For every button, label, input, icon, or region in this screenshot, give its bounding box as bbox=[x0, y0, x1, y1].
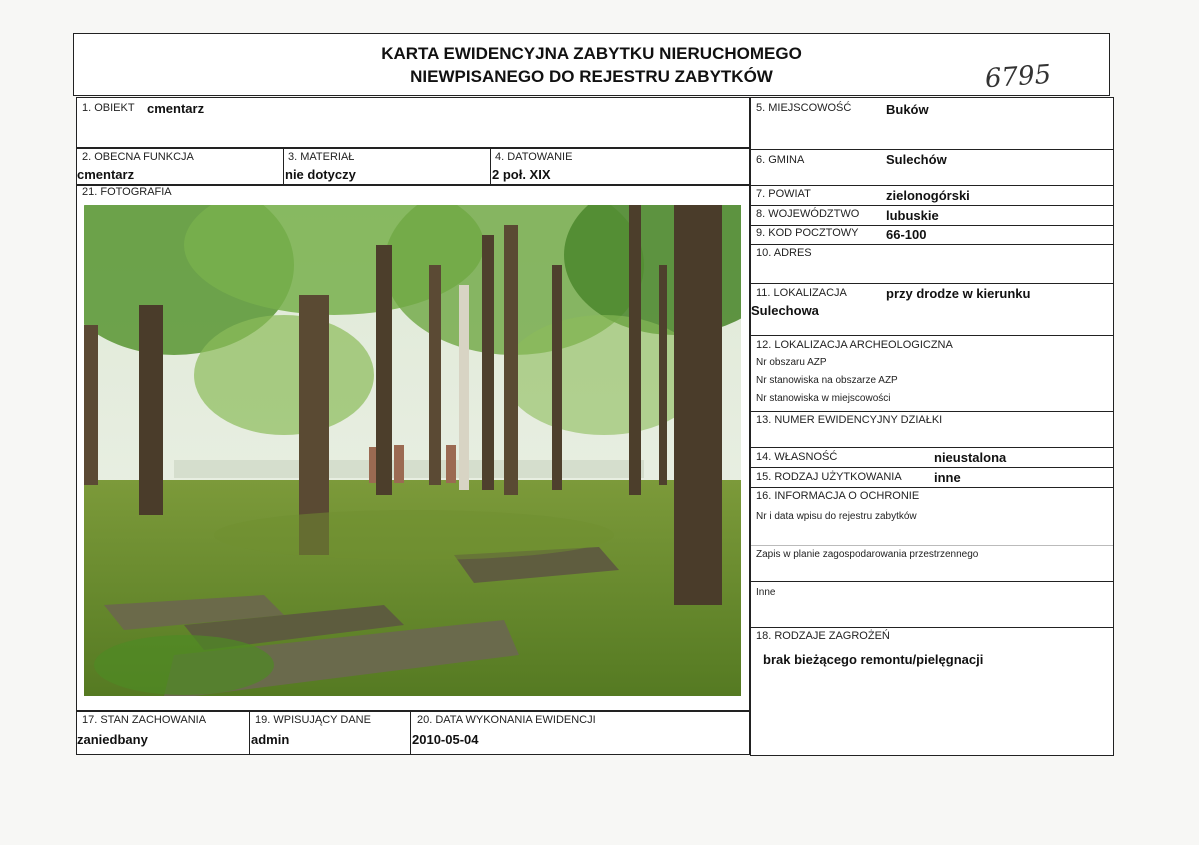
adres-label: 10. ADRES bbox=[756, 247, 812, 259]
row-funkcja-material-datowanie bbox=[76, 148, 750, 185]
ochrona-label: 16. INFORMACJA O OCHRONIE bbox=[756, 490, 920, 502]
material-value: nie dotyczy bbox=[285, 167, 356, 182]
kod-value: 66-100 bbox=[886, 227, 927, 242]
miejscowosc-value: Buków bbox=[886, 102, 929, 117]
powiat-value: zielonogórski bbox=[886, 188, 970, 203]
funkcja-label: 2. OBECNA FUNKCJA bbox=[82, 151, 194, 163]
row-stan-wpisujacy-data bbox=[76, 711, 750, 755]
wlasnosc-value: nieustalona bbox=[934, 450, 1007, 465]
wlasnosc-label: 14. WŁASNOŚĆ bbox=[756, 451, 838, 463]
zagrozenia-label: 18. RODZAJE ZAGROŻEŃ bbox=[756, 630, 890, 642]
wpisujacy-value: admin bbox=[251, 732, 290, 747]
gmina-value: Sulechów bbox=[886, 152, 947, 167]
stan-label: 17. STAN ZACHOWANIA bbox=[82, 714, 207, 726]
right-column bbox=[750, 97, 1114, 756]
wpisujacy-label: 19. WPISUJĄCY DANE bbox=[255, 714, 371, 726]
uzytkowanie-label: 15. RODZAJ UŻYTKOWANIA bbox=[756, 471, 902, 483]
lokalizacja-value-line1: przy drodze w kierunku bbox=[886, 286, 1031, 301]
card-header bbox=[73, 33, 1110, 96]
miejscowosc-label: 5. MIEJSCOWOŚĆ bbox=[756, 102, 852, 114]
data-value: 2010-05-04 bbox=[412, 732, 479, 747]
data-label: 20. DATA WYKONANIA EWIDENCJI bbox=[417, 714, 596, 726]
powiat-label: 7. POWIAT bbox=[756, 188, 811, 200]
material-label: 3. MATERIAŁ bbox=[288, 151, 355, 163]
wojewodztwo-label: 8. WOJEWÓDZTWO bbox=[756, 208, 860, 220]
obiekt-value: cmentarz bbox=[147, 101, 205, 116]
fotografia-label: 21. FOTOGRAFIA bbox=[82, 186, 172, 198]
handwritten-number: 6795 bbox=[984, 59, 1053, 95]
wojewodztwo-value: lubuskie bbox=[886, 208, 939, 223]
cemetery-photo bbox=[84, 205, 741, 696]
kod-label: 9. KOD POCZTOWY bbox=[756, 227, 859, 239]
field-obiekt bbox=[76, 97, 750, 148]
archeo-line2: Nr stanowiska na obszarze AZP bbox=[756, 375, 898, 386]
funkcja-value: cmentarz bbox=[77, 167, 135, 182]
gmina-label: 6. GMINA bbox=[756, 154, 805, 166]
archeo-label: 12. LOKALIZACJA ARCHEOLOGICZNA bbox=[756, 339, 953, 351]
datowanie-label: 4. DATOWANIE bbox=[495, 151, 573, 163]
zagrozenia-value: brak bieżącego remontu/pielęgnacji bbox=[763, 652, 984, 667]
ochrona-line2: Zapis w planie zagospodarowania przestrzennego bbox=[756, 549, 979, 560]
card-title-line2: NIEWPISANEGO DO REJESTRU ZABYTKÓW bbox=[410, 67, 773, 86]
ochrona-line1: Nr i data wpisu do rejestru zabytków bbox=[756, 511, 917, 522]
lokalizacja-label: 11. LOKALIZACJA bbox=[756, 287, 847, 299]
obiekt-label: 1. OBIEKT bbox=[82, 102, 135, 114]
archeo-line3: Nr stanowiska w miejscowości bbox=[756, 393, 891, 404]
card-title-line1: KARTA EWIDENCYJNA ZABYTKU NIERUCHOMEGO bbox=[381, 44, 802, 63]
stan-value: zaniedbany bbox=[77, 732, 148, 747]
datowanie-value: 2 poł. XIX bbox=[492, 167, 551, 182]
archeo-line1: Nr obszaru AZP bbox=[756, 357, 827, 368]
dzialka-label: 13. NUMER EWIDENCYJNY DZIAŁKI bbox=[756, 414, 943, 426]
ochrona-line3: Inne bbox=[756, 587, 776, 598]
uzytkowanie-value: inne bbox=[934, 470, 961, 485]
lokalizacja-value-line2: Sulechowa bbox=[751, 303, 819, 318]
